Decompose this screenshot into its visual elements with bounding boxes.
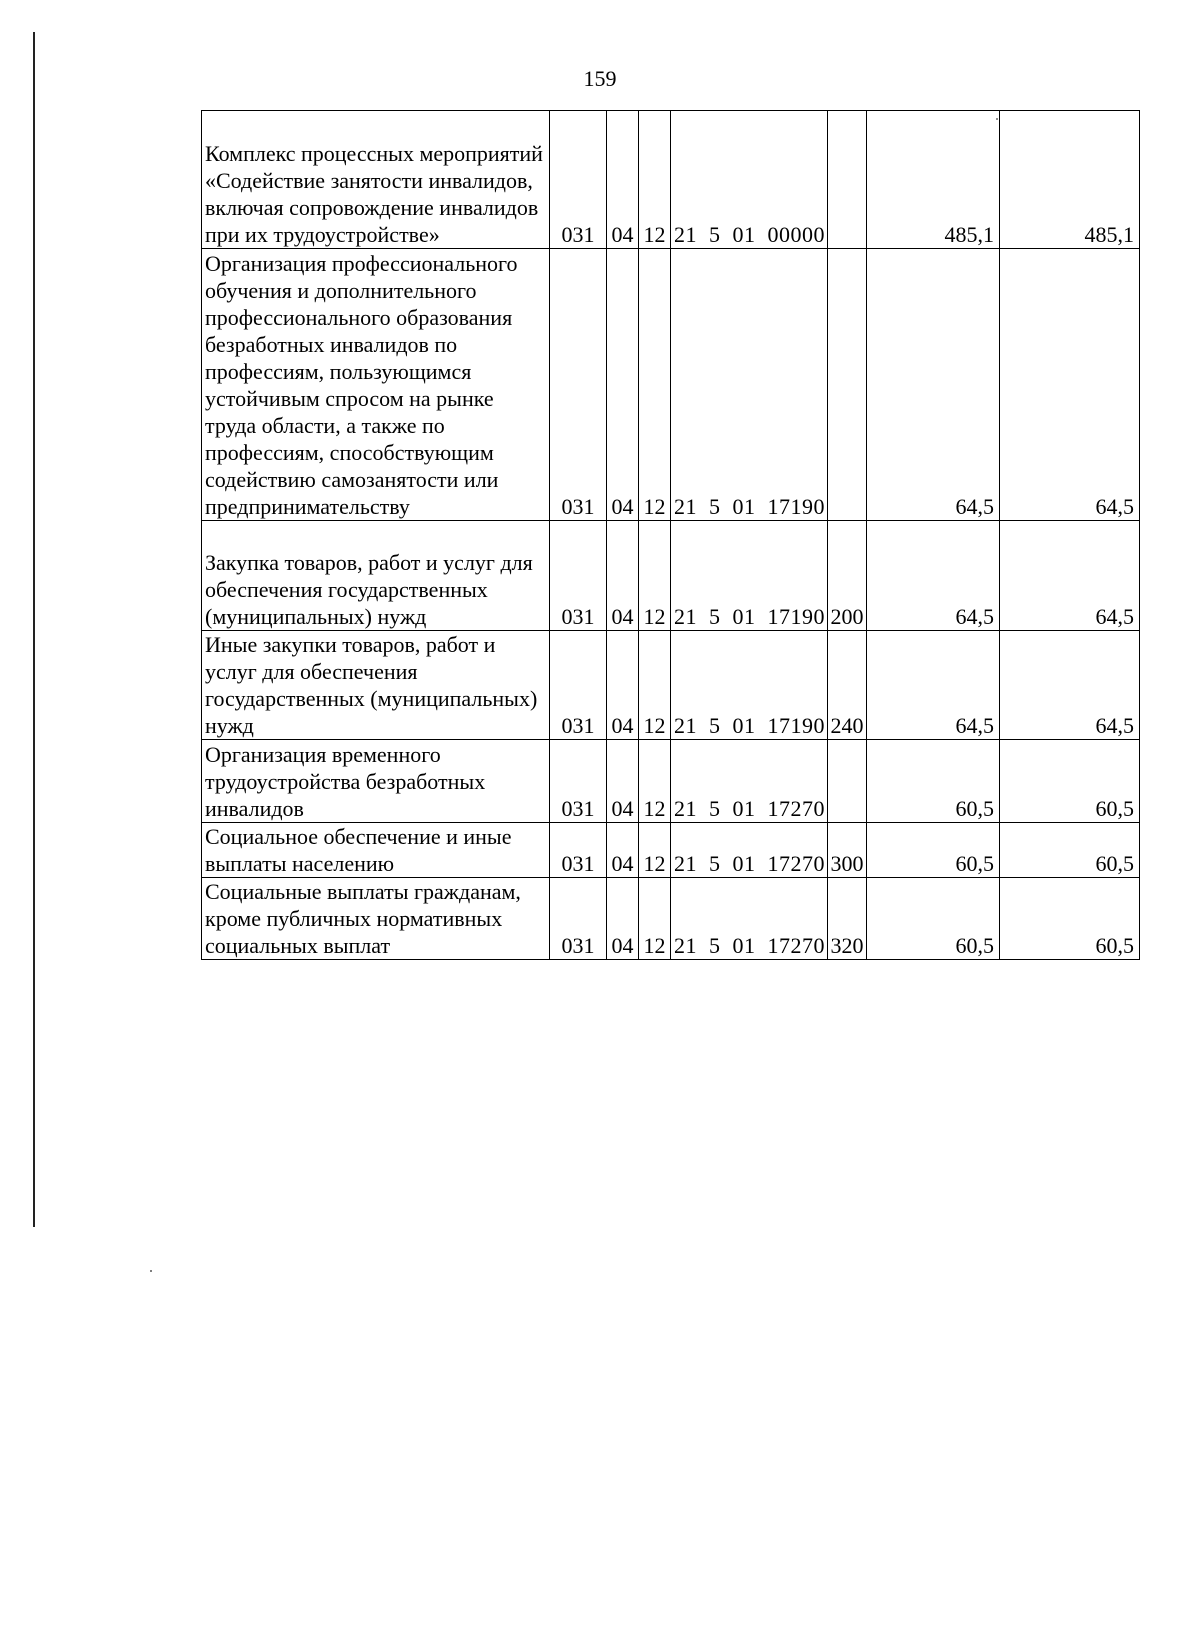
table-row <box>202 740 1140 823</box>
subsection-code-cell: 12 <box>639 521 671 631</box>
target-article-code-part: 01 <box>732 851 756 876</box>
amount-cell: 60,5 <box>867 878 1000 960</box>
expense-type-code-cell: 300 <box>828 823 867 878</box>
amount-cell: 60,5 <box>1000 740 1140 823</box>
amount-cell: 64,5 <box>867 249 1000 521</box>
section-code-cell: 04 <box>607 878 639 960</box>
target-article-code-part: 21 <box>674 713 697 738</box>
amount-cell: 60,5 <box>867 823 1000 878</box>
section-code-cell: 04 <box>607 740 639 823</box>
target-article-code-cell <box>671 111 828 249</box>
table-row <box>202 878 1140 960</box>
page-number: 159 <box>583 66 617 91</box>
target-article-code-part: 01 <box>732 494 756 519</box>
grbs-code-cell: 031 <box>550 631 607 740</box>
grbs-code-cell: 031 <box>550 740 607 823</box>
row-name-cell: Социальные выплаты гражданам, кроме публичных нормативных социальных выплат <box>202 878 550 960</box>
row-name-cell: Закупка товаров, работ и услуг для обеспечения государственных (муниципальных) нужд <box>202 521 550 631</box>
section-code-cell: 04 <box>607 631 639 740</box>
target-article-code-part: 17270 <box>767 796 825 821</box>
subsection-code-cell: 12 <box>639 878 671 960</box>
amount-cell: 64,5 <box>1000 249 1140 521</box>
target-article-code-part: 17270 <box>767 851 825 876</box>
target-article-code-part: 21 <box>674 604 697 629</box>
amount-cell: 60,5 <box>1000 823 1140 878</box>
amount-cell: 64,5 <box>867 631 1000 740</box>
expense-type-code-cell <box>828 111 867 249</box>
table-row <box>202 521 1140 631</box>
target-article-code-part: 5 <box>709 494 721 519</box>
scan-speck <box>150 1270 152 1272</box>
section-code-cell: 04 <box>607 249 639 521</box>
target-article-code-part: 01 <box>732 796 756 821</box>
table-row <box>202 249 1140 521</box>
subsection-code-cell: 12 <box>639 249 671 521</box>
target-article-code-part: 21 <box>674 494 697 519</box>
target-article-code-part: 01 <box>732 222 756 247</box>
target-article-code-part: 01 <box>732 604 756 629</box>
target-article-code-part: 17190 <box>767 494 825 519</box>
target-article-code-part: 01 <box>732 933 756 958</box>
table-row <box>202 111 1140 249</box>
target-article-code-part: 21 <box>674 933 697 958</box>
grbs-code-cell: 031 <box>550 249 607 521</box>
target-article-code-part: 01 <box>732 713 756 738</box>
grbs-code-cell: 031 <box>550 878 607 960</box>
section-code-cell: 04 <box>607 111 639 249</box>
target-article-code-part: 5 <box>709 604 721 629</box>
amount-cell: 60,5 <box>1000 878 1140 960</box>
row-name-cell: Иные закупки товаров, работ и услуг для обеспечения государственных (муниципальных) нужд <box>202 631 550 740</box>
amount-cell: 64,5 <box>1000 631 1140 740</box>
target-article-code-part: 17190 <box>767 713 825 738</box>
expense-type-code-cell <box>828 740 867 823</box>
grbs-code-cell: 031 <box>550 521 607 631</box>
amount-cell: 485,1 <box>1000 111 1140 249</box>
expense-type-code-cell <box>828 249 867 521</box>
row-name-cell: Комплекс процессных мероприятий «Содействие занятости инвалидов, включая сопровождение инвалидов при их трудоустройстве» <box>202 111 550 249</box>
target-article-code-part: 5 <box>709 713 721 738</box>
amount-cell: 64,5 <box>1000 521 1140 631</box>
target-article-code-cell <box>671 631 828 740</box>
expense-type-code-cell: 240 <box>828 631 867 740</box>
section-code-cell: 04 <box>607 521 639 631</box>
target-article-code-part: 21 <box>674 222 697 247</box>
target-article-code-cell <box>671 878 828 960</box>
table-row <box>202 823 1140 878</box>
amount-cell: 485,1 <box>867 111 1000 249</box>
expense-type-code-cell: 200 <box>828 521 867 631</box>
target-article-code-part: 5 <box>709 796 721 821</box>
row-name-cell: Организация профессионального обучения и дополнительного профессионального образования безработных инвалидов по профессиям, пользующимся устойчивым спросом на рынке труда области, а также по профессиям, способствующим содействию самозанятости или предпринимательству <box>202 249 550 521</box>
target-article-code-cell <box>671 249 828 521</box>
row-name-cell: Организация временного трудоустройства безработных инвалидов <box>202 740 550 823</box>
subsection-code-cell: 12 <box>639 740 671 823</box>
subsection-code-cell: 12 <box>639 823 671 878</box>
target-article-code-part: 5 <box>709 933 721 958</box>
target-article-code-part: 17190 <box>767 604 825 629</box>
section-code-cell: 04 <box>607 823 639 878</box>
target-article-code-part: 00000 <box>767 222 825 247</box>
budget-table-body <box>202 111 1140 960</box>
amount-cell: 64,5 <box>867 521 1000 631</box>
grbs-code-cell: 031 <box>550 111 607 249</box>
binding-margin-line <box>33 32 35 1227</box>
target-article-code-part: 5 <box>709 222 721 247</box>
target-article-code-cell <box>671 521 828 631</box>
target-article-code-part: 21 <box>674 851 697 876</box>
target-article-code-cell <box>671 740 828 823</box>
subsection-code-cell: 12 <box>639 631 671 740</box>
target-article-code-cell <box>671 823 828 878</box>
table-row <box>202 631 1140 740</box>
amount-cell: 60,5 <box>867 740 1000 823</box>
subsection-code-cell: 12 <box>639 111 671 249</box>
target-article-code-part: 21 <box>674 796 697 821</box>
grbs-code-cell: 031 <box>550 823 607 878</box>
expense-type-code-cell: 320 <box>828 878 867 960</box>
budget-table <box>201 110 1140 960</box>
target-article-code-part: 5 <box>709 851 721 876</box>
row-name-cell: Социальное обеспечение и иные выплаты населению <box>202 823 550 878</box>
target-article-code-part: 17270 <box>767 933 825 958</box>
